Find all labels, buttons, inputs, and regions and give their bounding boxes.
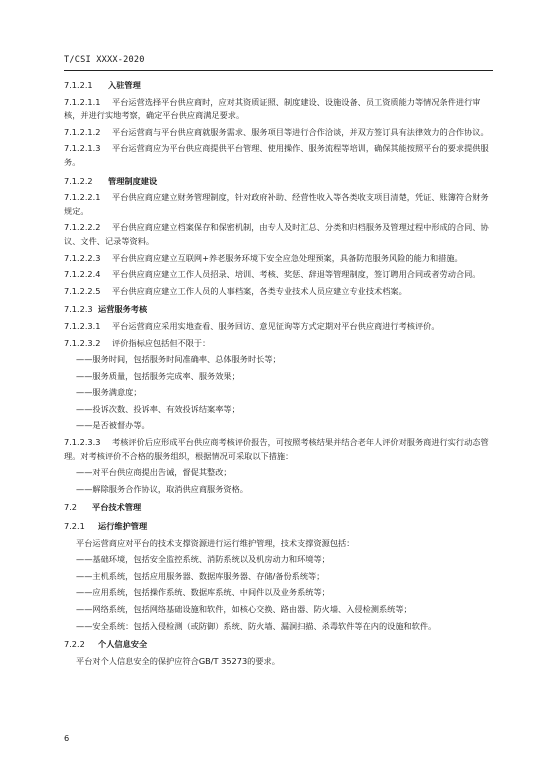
section-number: 7.1.2.1 — [64, 80, 93, 90]
section-number: 7.2.1 — [64, 521, 85, 532]
clause-number: 7.1.2.2.5 — [64, 285, 101, 296]
section-number: 7.2.2 — [64, 639, 85, 650]
section-heading — [64, 638, 495, 652]
clause-text: 平台供应商应建立互联网+养老服务环境下安全应急处理预案，具备防范服务风险的能力和措施。 — [112, 252, 463, 263]
clause-paragraph — [64, 337, 495, 351]
clause-paragraph — [64, 96, 495, 123]
clause-number: 7.1.2.2.3 — [64, 252, 101, 263]
list-item: ——是否被督办等。 — [76, 420, 150, 431]
section-title: 运营服务考核 — [98, 304, 148, 315]
section-number: 7.1.2.3 — [64, 304, 93, 315]
section-title: 个人信息安全 — [98, 639, 148, 650]
clause-paragraph — [64, 436, 495, 463]
body-text: 平台对个人信息安全的保护应符合GB/T 35273的要求。 — [76, 655, 280, 666]
clause-paragraph — [64, 126, 495, 140]
clause-paragraph — [64, 268, 495, 282]
section-title: 入驻管理 — [108, 80, 141, 90]
document-body — [64, 79, 495, 668]
clause-number: 7.1.2.3.1 — [64, 320, 101, 331]
clause-paragraph — [64, 285, 495, 299]
section-title: 运行维护管理 — [98, 521, 148, 532]
list-item: ——服务满意度； — [76, 387, 142, 398]
clause-number: 7.1.2.1.2 — [64, 126, 101, 137]
clause-text: 平台供应商应建立财务管理制度，针对政府补助、经营性收入等各类收支项目清楚，凭证、账簿符合财务规定。 — [64, 192, 489, 216]
clause-number: 7.1.2.3.3 — [64, 437, 101, 448]
clause-text: 平台运营商与平台供应商就服务需求、服务项目等进行合作洽谈，并双方签订具有法律效力的合作协议。 — [112, 126, 489, 137]
list-item: ——主机系统，包括应用服务器、数据库服务器、存储/备份系统等； — [76, 570, 325, 581]
clause-text: 平台供应商应建立工作人员招录、培训、考核、奖惩、辞退等管理制度，签订聘用合同或者劳动合同。 — [112, 269, 481, 280]
clause-text: 考核评价后应形成平台供应商考核评价报告，可按照考核结果并结合老年人评价对服务商进行实行动态管理。对考核评价不合格的服务组织，根据情况可采取以下措施： — [64, 437, 489, 461]
section-title: 管理制度建设 — [108, 175, 158, 186]
list-item: ——基础环境，包括安全监控系统、消防系统以及机房动力和环境等； — [76, 554, 330, 565]
clause-number: 7.1.2.2.1 — [64, 192, 101, 203]
clause-number: 7.1.2.3.2 — [64, 337, 101, 348]
clause-paragraph — [64, 320, 495, 334]
list-item: ——应用系统，包括操作系统、数据库系统、中间件以及业务系统等； — [76, 587, 330, 598]
section-heading — [64, 303, 495, 317]
list-item: ——安全系统：包括入侵检测（或防御）系统、防火墙、漏洞扫描、杀毒软件等在内的设施和软件。 — [76, 620, 437, 631]
clause-number: 7.1.2.2.2 — [64, 222, 101, 233]
clause-text: 平台运营选择平台供应商时，应对其资质证照、制度建设、设施设备、员工资质能力等情况条件进行审核，并进行实地考察，确定平台供应商满足要求。 — [64, 96, 481, 121]
clause-paragraph — [64, 142, 495, 169]
clause-paragraph — [64, 221, 495, 248]
list-item: ——解除服务合作协议，取消供应商服务资格。 — [76, 483, 248, 494]
header-rule — [64, 70, 493, 71]
list-item: ——服务质量，包括服务完成率、服务效果； — [76, 370, 240, 381]
clause-text: 平台供应商应建立工作人员的人事档案，各类专业技术人员应建立专业技术档案。 — [112, 285, 407, 296]
section-number: 7.1.2.2 — [64, 175, 93, 186]
list-item: ——网络系统，包括网络基础设施和软件，如核心交换、路由器、防火墙、入侵检测系统等； — [76, 604, 412, 614]
clause-text: 平台运营商应为平台供应商提供平台管理、使用操作、服务流程等培训，确保其能按照平台的要求提供服务。 — [64, 143, 489, 167]
clause-paragraph — [64, 252, 495, 266]
section-heading — [64, 501, 495, 515]
section-heading — [64, 79, 495, 93]
clause-number: 7.1.2.1.1 — [64, 96, 101, 107]
list-item: ——服务时间，包括服务时间准确率、总体服务时长等； — [76, 354, 281, 365]
clause-paragraph — [64, 191, 495, 218]
section-title: 平台技术管理 — [92, 502, 142, 513]
clause-text: 平台供应商应建立档案保存和保密机制，由专人及时汇总、分类和归档服务及管理过程中形成的合同、协议、文件、记录等资料。 — [64, 222, 489, 246]
section-number: 7.2 — [64, 502, 78, 513]
body-text: 平台运营商应对平台的技术支撑资源进行运行维护管理，技术支撑资源包括： — [76, 537, 355, 548]
clause-number: 7.1.2.1.3 — [64, 143, 101, 154]
clause-number: 7.1.2.2.4 — [64, 269, 101, 280]
page-number: 6 — [64, 733, 70, 743]
list-item: ——投诉次数、投诉率、有效投诉结案率等； — [76, 403, 240, 414]
section-heading — [64, 520, 495, 534]
list-item: ——对平台供应商提出告诫，督促其整改； — [76, 467, 232, 478]
clause-text: 平台运营商应采用实地查看、服务回访、意见征询等方式定期对平台供应商进行考核评价。 — [112, 320, 440, 331]
section-heading — [64, 175, 495, 189]
clause-text: 评价指标应包括但不限于： — [112, 337, 211, 348]
standard-code: T/CSI XXXX-2020 — [64, 55, 145, 65]
